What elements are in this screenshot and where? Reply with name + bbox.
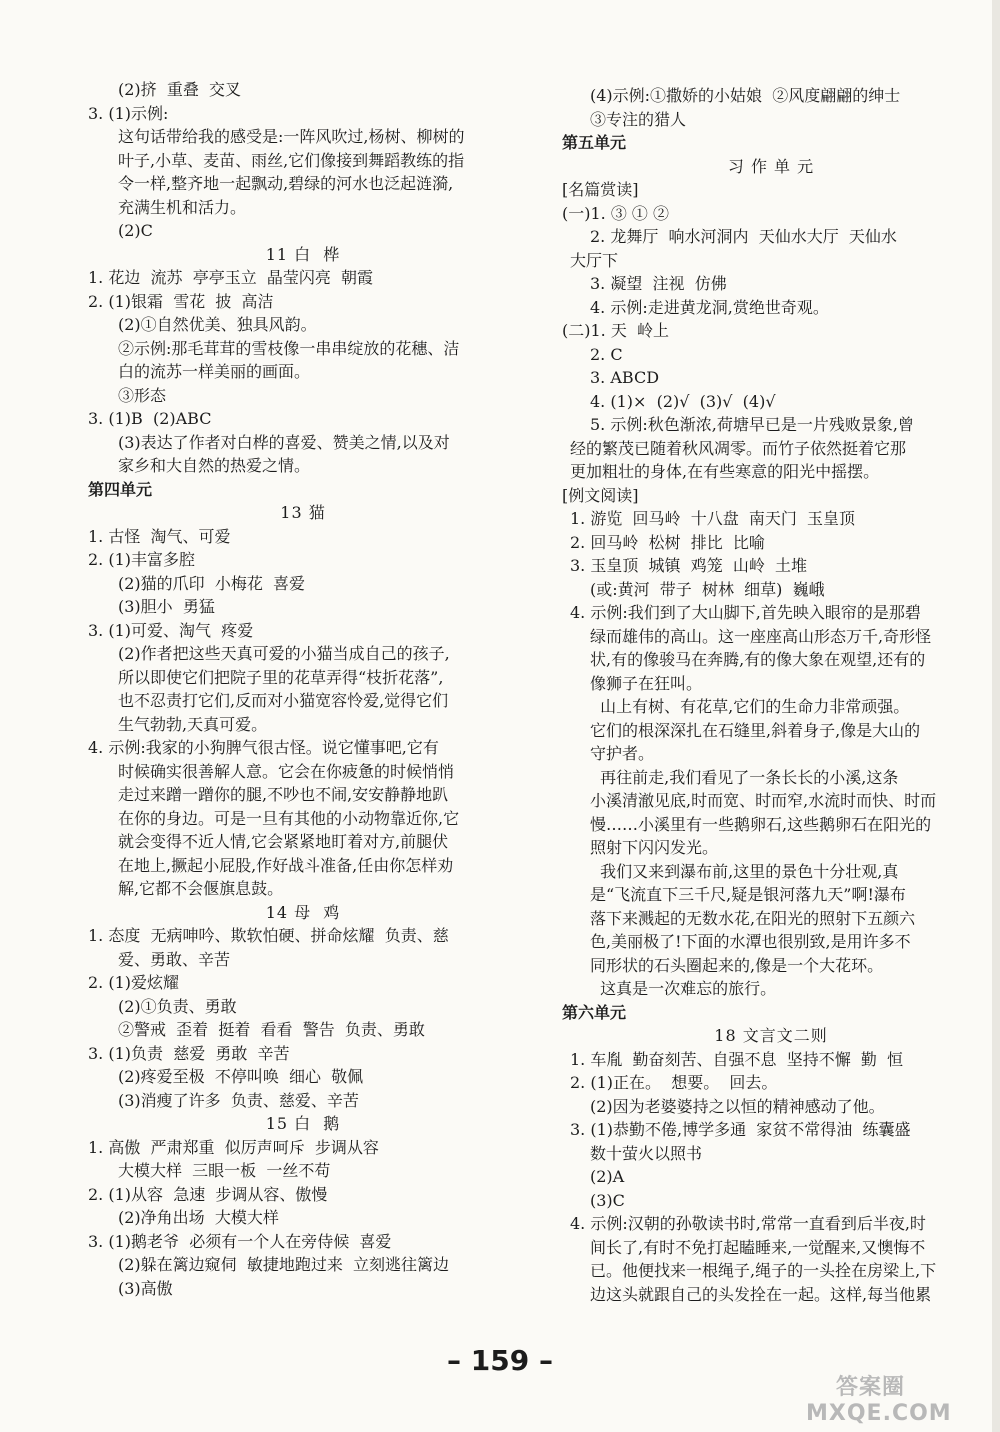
- answer-line: 所以即使它们把院子里的花草弄得“枝折花落”,: [118, 667, 444, 687]
- answer-line: (2)躲在篱边窥伺 敏捷地跑过来 立刻逃往篱边: [118, 1255, 450, 1274]
- answer-line: 1. 古怪 淘气、可爱: [88, 526, 231, 546]
- answer-line: 家乡和大自然的热爱之情。: [118, 456, 311, 475]
- right-column: [562, 84, 952, 1306]
- answer-line: 1. 车胤 勤奋刻苦、自强不息 坚持不懈 勤 恒: [570, 1049, 904, 1069]
- answer-line: 2. 龙舞厅 响水河洞内 天仙水大厅 天仙水: [590, 227, 897, 246]
- answer-line: 更加粗壮的身体,在有些寒意的阳光中摇摆。: [570, 462, 880, 481]
- answer-line: 慢……小溪里有一些鹅卵石,这些鹅卵石在阳光的: [590, 814, 932, 834]
- answer-line: 白的流苏一样美丽的画面。: [118, 362, 311, 381]
- answer-line: 再往前走,我们看见了一条长长的小溪,这条: [590, 767, 899, 787]
- lesson-title: 18 文言文二则: [714, 1026, 828, 1045]
- answer-line: 3. 凝望 注视 仿佛: [590, 274, 727, 293]
- answer-line: 1. 花边 流苏 亭亭玉立 晶莹闪亮 朝霞: [88, 268, 374, 287]
- answer-line: 3. (1)负责 慈爱 勇敢 辛苦: [88, 1043, 290, 1063]
- lesson-title: 15 白 鹅: [265, 1114, 341, 1133]
- lesson-title: 习 作 单 元: [727, 156, 815, 176]
- answer-line: 像狮子在狂叫。: [590, 673, 703, 693]
- watermark-text: 答案圈: [836, 1375, 906, 1400]
- answer-line: 大厅下: [570, 250, 619, 270]
- answer-line: 这真是一次难忘的旅行。: [590, 979, 777, 998]
- answer-line: 4. 示例:汉朝的孙敬读书时,常常一直看到后半夜,时: [570, 1214, 926, 1233]
- answer-line: 在地上,撅起小屁股,作好战斗准备,任由你怎样劝: [118, 855, 454, 875]
- answer-line: 这句话带给我的感受是:一阵风吹过,杨树、柳树的: [118, 127, 465, 146]
- watermark-url: MXQE.COM: [806, 1401, 952, 1426]
- answer-line: 爱、勇敢、辛苦: [118, 949, 231, 969]
- watermark-logo: [750, 1364, 990, 1428]
- answer-line: ③形态: [118, 385, 167, 405]
- answer-line: (3)消瘦了许多 负责、慈爱、辛苦: [118, 1090, 359, 1110]
- answer-line: 2. C: [590, 344, 623, 364]
- unit-heading: 第五单元: [562, 133, 627, 152]
- answer-line: 我们又来到瀑布前,这里的景色十分壮观,真: [590, 861, 899, 881]
- answer-line: 令一样,整齐地一起飘动,碧绿的河水也泛起涟漪,: [118, 174, 454, 193]
- answer-line: 3. (1)示例:: [88, 103, 169, 123]
- answer-line: 3. (1)B (2)ABC: [88, 409, 212, 428]
- answer-line: 充满生机和活力。: [118, 197, 247, 217]
- answer-line: 解,它都不会偃旗息鼓。: [118, 879, 284, 898]
- answer-line: ②示例:那毛茸茸的雪枝像一串串绽放的花穗、洁: [118, 338, 460, 358]
- page-number: – 159 –: [447, 1344, 553, 1377]
- answer-line: 2. (1)爱炫耀: [88, 973, 180, 992]
- answer-line: 叶子,小草、麦苗、雨丝,它们像接到舞蹈教练的指: [118, 150, 465, 170]
- lesson-title: 13 猫: [280, 503, 326, 522]
- answer-line: (3)C: [590, 1190, 625, 1210]
- answer-line: 守护者。: [590, 744, 655, 763]
- answer-line: (2)A: [590, 1167, 625, 1186]
- answer-line: 4. 示例:走进黄龙洞,赏绝世奇观。: [590, 297, 829, 317]
- answer-line: 同形状的石头圈起来的,像是一个大花环。: [590, 955, 884, 975]
- answer-line: [例文阅读]: [562, 485, 639, 505]
- answer-line: 3. ABCD: [590, 368, 660, 387]
- answer-line: 3. (1)鹅老爷 必须有一个人在旁侍候 喜爱: [88, 1231, 392, 1251]
- answer-line: (2)因为老婆婆持之以恒的精神感动了他。: [590, 1096, 885, 1116]
- answer-line: 生气勃勃,天真可爱。: [118, 714, 268, 734]
- answer-line: (2)疼爱至极 不停叫唤 细心 敬佩: [118, 1067, 364, 1086]
- answer-line: ②警戒 歪着 挺着 看看 警告 负责、勇敢: [118, 1020, 425, 1039]
- answer-line: (3)高傲: [118, 1278, 173, 1298]
- page-edge: [992, 0, 1000, 1432]
- answer-line: (2)挤 重叠 交叉: [118, 80, 242, 99]
- answer-line: 经的繁茂已随着秋风凋零。而竹子依然挺着它那: [570, 438, 907, 458]
- answer-line: 1. 游览 回马岭 十八盘 南天门 玉皇顶: [570, 509, 856, 528]
- answer-line: ③专注的猎人: [590, 109, 687, 129]
- answer-line: (2)猫的爪印 小梅花 喜爱: [118, 573, 306, 593]
- answer-line: 边这头就跟自己的头发拴在一起。这样,每当他累: [590, 1284, 932, 1304]
- answer-line: (2)①自然优美、独具风韵。: [118, 315, 317, 334]
- answer-line: 2. (1)银霜 雪花 披 高洁: [88, 291, 274, 311]
- answer-line: [名篇赏读]: [562, 180, 639, 199]
- answer-line: 已。他便找来一根绳子,绳子的一头拴在房梁上,下: [590, 1261, 937, 1280]
- answer-line: 落下来溅起的无数水花,在阳光的照射下五颜六: [590, 908, 916, 928]
- unit-heading: 第六单元: [562, 1002, 627, 1022]
- answer-line: 3. 玉皇顶 城镇 鸡笼 山岭 土堆: [570, 556, 808, 575]
- answer-line: 状,有的像骏马在奔腾,有的像大象在观望,还有的: [590, 650, 926, 669]
- answer-line: 4. (1)× (2)√ (3)√ (4)√: [590, 391, 776, 411]
- answer-line: 2. (1)从容 急速 步调从容、傲慢: [88, 1184, 328, 1204]
- answer-line: (3)胆小 勇猛: [118, 597, 215, 616]
- answer-line: 4. 示例:我家的小狗脾气很古怪。说它懂事吧,它有: [88, 738, 439, 757]
- answer-line: (2)作者把这些天真可爱的小猫当成自己的孩子,: [118, 644, 450, 663]
- left-column: [88, 78, 488, 1300]
- answer-line: 时候确实很善解人意。它会在你疲惫的时候悄悄: [118, 761, 455, 781]
- answer-line: (2)①负责、勇敢: [118, 996, 237, 1016]
- answer-line: 山上有树、有花草,它们的生命力非常顽强。: [590, 697, 910, 716]
- answer-line: 它们的根深深扎在石缝里,斜着身子,像是大山的: [590, 720, 921, 740]
- answer-line: (2)C: [118, 221, 153, 240]
- answer-line: 照射下闪闪发光。: [590, 838, 719, 857]
- answer-line: 小溪清澈见底,时而宽、时而窄,水流时而快、时而: [590, 791, 937, 810]
- answer-line: 1. 态度 无病呻吟、欺软怕硬、拼命炫耀 负责、慈: [88, 926, 449, 945]
- answer-line: 2. (1)丰富多腔: [88, 550, 196, 569]
- answer-line: 5. 示例:秋色渐浓,荷塘早已是一片残败景象,曾: [590, 415, 914, 434]
- answer-line: 绿而雄伟的高山。这一座座高山形态万千,奇形怪: [590, 626, 932, 646]
- answer-line: 是“飞流直下三千尺,疑是银河落九天”啊!瀑布: [590, 885, 906, 904]
- answer-line: 就会变得不近人情,它会紧紧地盯着对方,前腿伏: [118, 832, 449, 851]
- answer-line: 走过来蹭一蹭你的腿,不吵也不闹,安安静静地趴: [118, 785, 449, 804]
- lesson-title: 11 白 桦: [265, 244, 341, 264]
- answer-line: 2. (1)正在。 想要。 回去。: [570, 1073, 778, 1092]
- answer-line: 3. (1)恭勤不倦,博学多通 家贫不常得油 练囊盛: [570, 1120, 911, 1139]
- answer-line: (3)表达了作者对白桦的喜爱、赞美之情,以及对: [118, 432, 450, 452]
- answer-line: (或:黄河 带子 树林 细草) 巍峨: [590, 579, 825, 599]
- answer-line: 也不忍责打它们,反而对小猫宽容怜爱,觉得它们: [118, 691, 449, 710]
- unit-heading: 第四单元: [88, 479, 153, 499]
- lesson-title: 14 母 鸡: [265, 902, 341, 922]
- answer-line: 4. 示例:我们到了大山脚下,首先映入眼帘的是那碧: [570, 603, 921, 622]
- answer-line: 大模大样 三眼一板 一丝不苟: [118, 1161, 331, 1180]
- answer-line: 间长了,有时不免打起瞌睡来,一觉醒来,又懊悔不: [590, 1237, 926, 1257]
- answer-line: 在你的身边。可是一旦有其他的小动物靠近你,它: [118, 808, 460, 828]
- answer-line: 色,美丽极了!下面的水潭也很别致,是用许多不: [590, 932, 911, 951]
- answer-line: 3. (1)可爱、淘气 疼爱: [88, 620, 254, 640]
- answer-line: (2)净角出场 大模大样: [118, 1208, 279, 1227]
- answer-line: (二)1. 天 岭上: [562, 321, 670, 340]
- answer-line: 数十萤火以照书: [590, 1143, 703, 1163]
- answer-line: 1. 高傲 严肃郑重 似厉声呵斥 步调从容: [88, 1137, 379, 1157]
- answer-line: (一)1. ③ ① ②: [562, 203, 670, 223]
- answer-line: (4)示例:①撒娇的小姑娘 ②风度翩翩的绅士: [590, 86, 901, 105]
- answer-line: 2. 回马岭 松树 排比 比喻: [570, 532, 765, 552]
